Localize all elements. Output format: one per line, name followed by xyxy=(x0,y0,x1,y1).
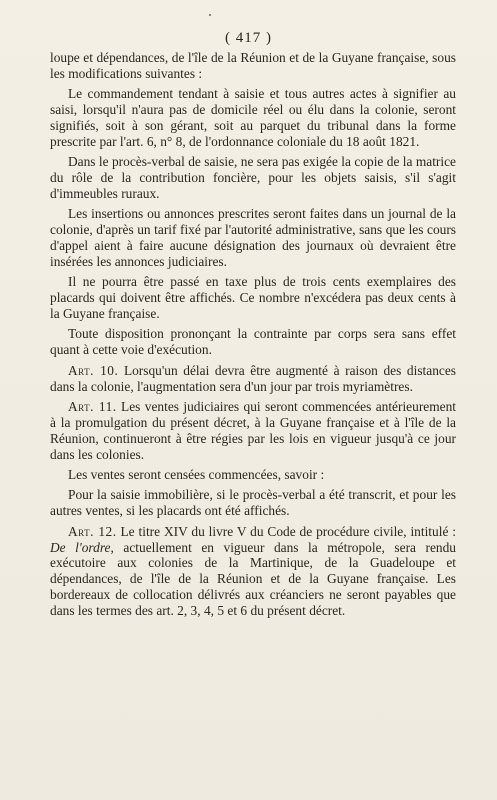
article-label: Art. 10. xyxy=(68,362,119,378)
paragraph: Le commandement tendant à saisie et tous autres actes à signifier au saisi, lorsqu'il n'aura pas de domicile réel ou élu dans la colonie, seront signifiés, soit à son gérant, soit au parquet du tribunal dans la forme prescrite par l'art. 6, n° 8, de l'ordonnance coloniale du 18 août 1821. xyxy=(50,86,456,149)
article-paragraph: Art. 10. Lorsqu'un délai devra être augmenté à raison des distances dans la colonie, l'augmentation sera d'un jour par trois myriamètres. xyxy=(50,362,456,394)
article-paragraph: Art. 11. Les ventes judiciaires qui seront commencées antérieurement à la promulgation du présent décret, à la Guyane française et à l'île de la Réunion, continueront à être régies par les lois en vigueur jusqu'à ce jour dans les colonies. xyxy=(50,399,456,462)
page-number: ( 417 ) xyxy=(225,30,272,46)
article-label: Art. 12. xyxy=(68,523,117,539)
paragraph: Pour la saisie immobilière, si le procès-verbal a été transcrit, et pour les autres ventes, si les placards ont été affichés. xyxy=(50,487,456,519)
article-label: Art. 11. xyxy=(68,399,117,415)
paragraph: Dans le procès-verbal de saisie, ne sera pas exigée la copie de la matrice du rôle de la contribution foncière, pour les objets saisis, s'il s'agit d'immeubles ruraux. xyxy=(50,154,456,201)
ink-speck xyxy=(209,14,211,16)
italic-title: De l'ordre xyxy=(50,539,111,555)
paragraph: Les insertions ou annonces prescrites seront faites dans un journal de la colonie, d'après un tarif fixé par l'autorité administrative, sans que les cours d'appel aient à faire aucune désignation des journaux où devraient être insérées les annonces judiciaires. xyxy=(50,206,456,269)
paragraph: Toute disposition prononçant la contrainte par corps sera sans effet quant à cette voie d'exécution. xyxy=(50,326,456,358)
paragraph: Il ne pourra être passé en taxe plus de trois cents exemplaires des placards qui doivent être affichés. Ce nombre n'excédera pas deux cents à la Guyane française. xyxy=(50,274,456,322)
paragraph: Les ventes seront censées commencées, savoir : xyxy=(68,467,325,482)
paragraph: loupe et dépendances, de l'île de la Réunion et de la Guyane française, sous les modifications suivantes : xyxy=(50,50,456,81)
article-paragraph: Art. 12. Le titre XIV du livre V du Code de procédure civile, intitulé : De l'ordre, actuellement en vigueur dans la métropole, sera rendu exécutoire aux colonies de la Martinique, de la Guadeloupe et dépendances, de l'île de la Réunion et de la Guyane française. Les bordereaux de collocation délivrés aux créanciers ne seront payables que dans les termes des art. 2, 3, 4, 5 et 6 du présent décret. xyxy=(50,523,456,618)
body-text xyxy=(50,50,456,623)
